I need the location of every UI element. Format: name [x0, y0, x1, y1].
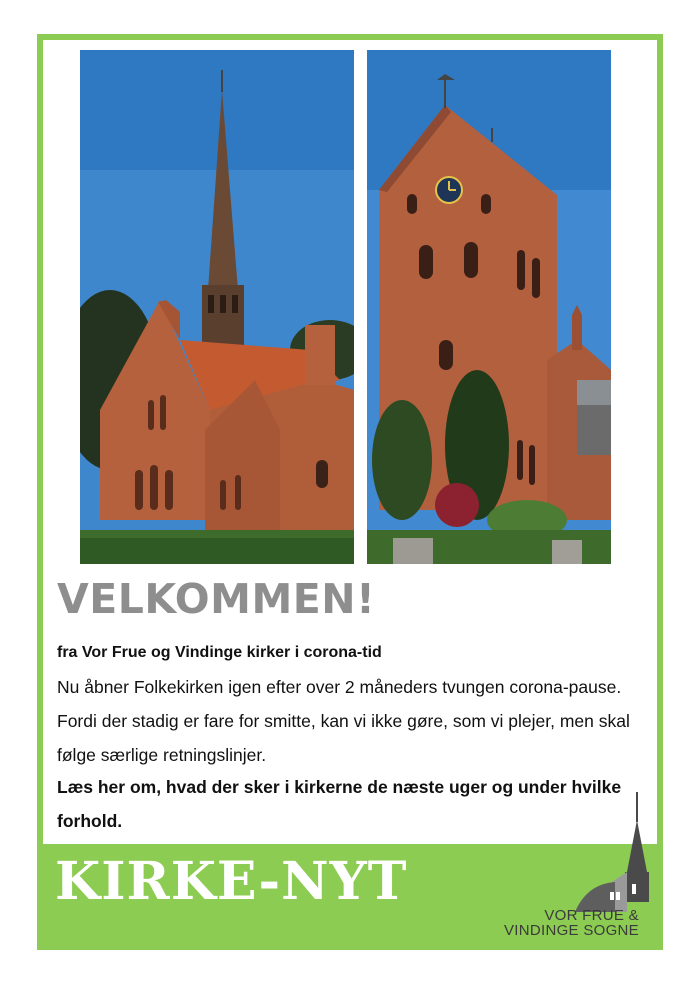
church-photo-vor-frue [80, 50, 354, 564]
banner-title: KIRKE-NYT [55, 851, 408, 912]
logo-line-1: VOR FRUE & [544, 907, 639, 924]
flyer-frame [37, 34, 663, 950]
headline: VELKOMMEN! [57, 575, 376, 623]
subheadline: fra Vor Frue og Vindinge kirker i corona-tid [57, 644, 382, 661]
body-bold-text: Læs her om, hvad der sker i kirkerne de næste uger og under hvilke forhold. [57, 777, 622, 831]
body-text: Nu åbner Folkekirken igen efter over 2 måneders tvungen corona-pause. Fordi der stadig er fare for smitte, kan vi ikke gøre, som vi plejer, men skal følge særlige retningslinjer. [57, 677, 630, 765]
kirke-nyt-banner [43, 844, 657, 944]
logo-line-2: VINDINGE SOGNE [503, 922, 639, 939]
church-photo-vindinge [367, 50, 611, 564]
parish-logo-text [504, 908, 639, 938]
